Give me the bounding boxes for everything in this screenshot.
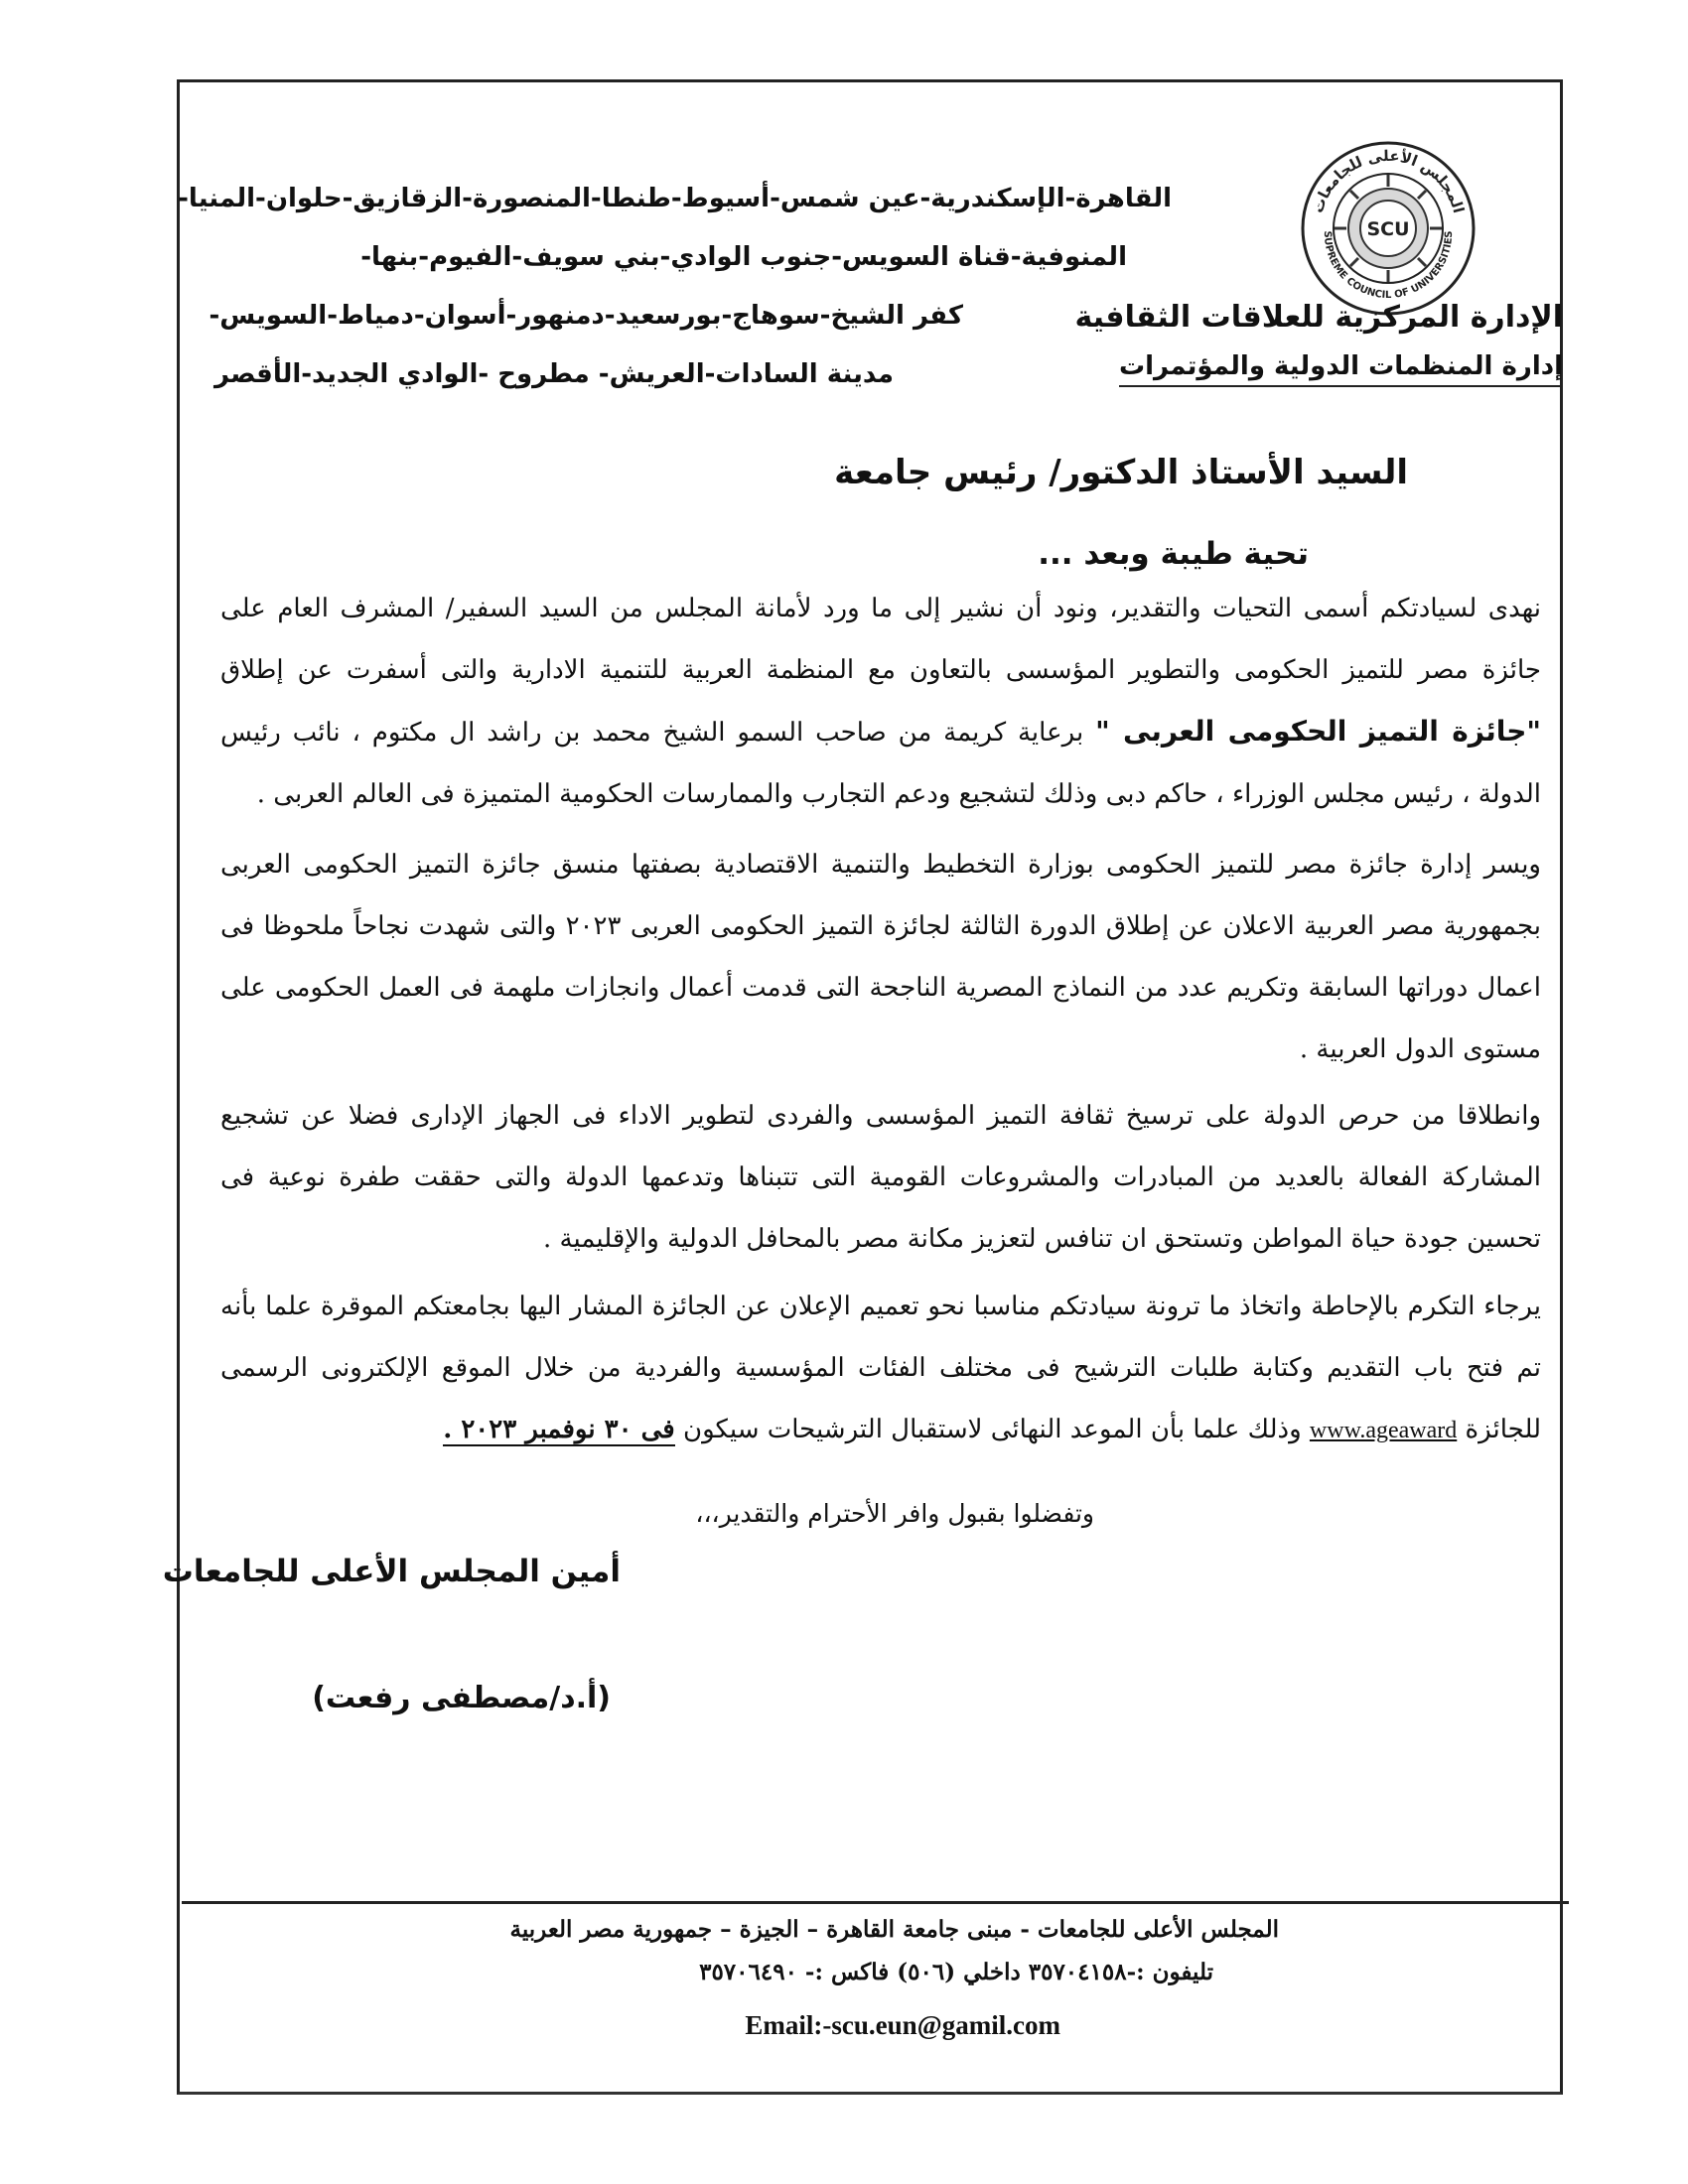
seal-outer-arabic: المجلس الأعلى للجامعات <box>1308 146 1469 215</box>
paragraph-1-intro: نهدى لسيادتكم أسمى التحيات والتقدير، ونود أن نشير إلى ما ورد لأمانة المجلس من السيد السفير/ المشرف العام على جائزة مصر للتميز الحكومى والتطوير المؤسسى بالتعاون مع المنظمة العربية للتنمية الادارية والتى أسفرت عن إطلاق <box>220 594 1541 685</box>
paragraph-4 <box>220 1276 1541 1461</box>
department-title: الإدارة المركزية للعلاقات الثقافية <box>1074 300 1563 335</box>
footer-email[interactable]: Email:-scu.eun@gamil.com <box>745 2010 1060 2040</box>
closing-line: وتفضلوا بقبول وافر الأحترام والتقدير،،، <box>695 1499 1094 1528</box>
universities-line-1: القاهرة-الإسكندرية-عين شمس-أسيوط-طنطا-المنصورة-الزقازيق-حلوان-المنيا- <box>178 184 1172 213</box>
paragraph-4-intro: يرجاء التكرم بالإحاطة واتخاذ ما ترونة سيادتكم مناسبا نحو تعميم الإعلان عن الجائزة المشار اليها بجامعتكم الموقرة علما بأنه تم فتح باب التقديم وكتابة طلبات الترشيح فى مختلف الفئات المؤسسية والفردية من خلال الموقع الإلكترونى الرسمى للجائزة <box>220 1292 1541 1444</box>
seal-center-text: SCU <box>1366 218 1410 240</box>
addressee: السيد الأستاذ الدكتور/ رئيس جامعة <box>834 453 1408 492</box>
award-website-link[interactable]: www.ageaward <box>1309 1418 1458 1443</box>
paragraph-2: ويسر إدارة جائزة مصر للتميز الحكومى بوزارة التخطيط والتنمية الاقتصادية بصفتها منسق جائزة التميز الحكومى العربى بجمهورية مصر العربية الاعلان عن إطلاق الدورة الثالثة لجائزة التميز الحكومى العربى ٢٠٢٣ والتى شهدت نجاحاً ملحوظا فى اعمال دوراتها السابقة وتكريم عدد من النماذج المصرية الناجحة التى قدمت أعمال وانجازات ملهمة فى العمل الحكومى على مستوى الدول العربية . <box>220 850 1541 1064</box>
universities-line-4: مدينة السادات-العريش- مطروح -الوادي الجديد-الأقصر <box>214 359 894 389</box>
universities-line-2: المنوفية-قناة السويس-جنوب الوادي-بني سويف-الفيوم-بنها- <box>360 242 1127 272</box>
paragraph-4-deadline-intro: وذلك علما بأن الموعد النهائى لاستقبال الترشيحات سيكون <box>682 1415 1302 1444</box>
paragraph-3: وانطلاقا من حرص الدولة على ترسيخ ثقافة التميز المؤسسى والفردى لتطوير الاداء فى الجهاز الإدارى فضلا عن تشجيع المشاركة الفعالة بالعديد من المبادرات والمشروعات القومية التى تتبناها وتدعمها الدولة والتى حققت طفرة نوعية فى تحسين جودة حياة المواطن وتستحق ان تنافس لتعزيز مكانة مصر بالمحافل الدولية والإقليمية . <box>220 1101 1541 1254</box>
award-name: "جائزة التميز الحكومى العربى " <box>1095 715 1541 748</box>
footer-address: المجلس الأعلى للجامعات - مبنى جامعة القاهرة – الجيزة – جمهورية مصر العربية <box>509 1916 1279 1943</box>
signer-title: أمين المجلس الأعلى للجامعات <box>162 1554 621 1589</box>
footer-phone: تليفون :-٣٥٧٠٤١٥٨ داخلي (٥٠٦) فاكس :- ٣٥٧٠٦٤٩٠ <box>699 1959 1213 1985</box>
paragraph-1 <box>220 578 1541 825</box>
sub-department-title: إدارة المنظمات الدولية والمؤتمرات <box>1119 351 1563 387</box>
scu-seal-logo <box>1299 139 1477 318</box>
seal-outer-english: SUPREME COUNCIL OF UNIVERSITIES <box>1321 230 1456 302</box>
signer-name: (أ.د/مصطفى رفعت) <box>312 1681 611 1715</box>
universities-line-3: كفر الشيخ-سوهاج-بورسعيد-دمنهور-أسوان-دمياط-السويس- <box>209 301 963 331</box>
deadline-date: فى ٣٠ نوفمبر ٢٠٢٣ . <box>443 1415 675 1444</box>
paragraph-1-rest: برعاية كريمة من صاحب السمو الشيخ محمد بن راشد ال مكتوم ، نائب رئيس الدولة ، رئيس مجلس الوزراء ، حاكم دبى وذلك لتشجيع ودعم التجارب والممارسات الحكومية المتميزة فى العالم العربى . <box>220 718 1541 809</box>
footer-divider <box>182 1901 1569 1904</box>
greeting: تحية طيبة وبعد ... <box>1038 536 1309 572</box>
